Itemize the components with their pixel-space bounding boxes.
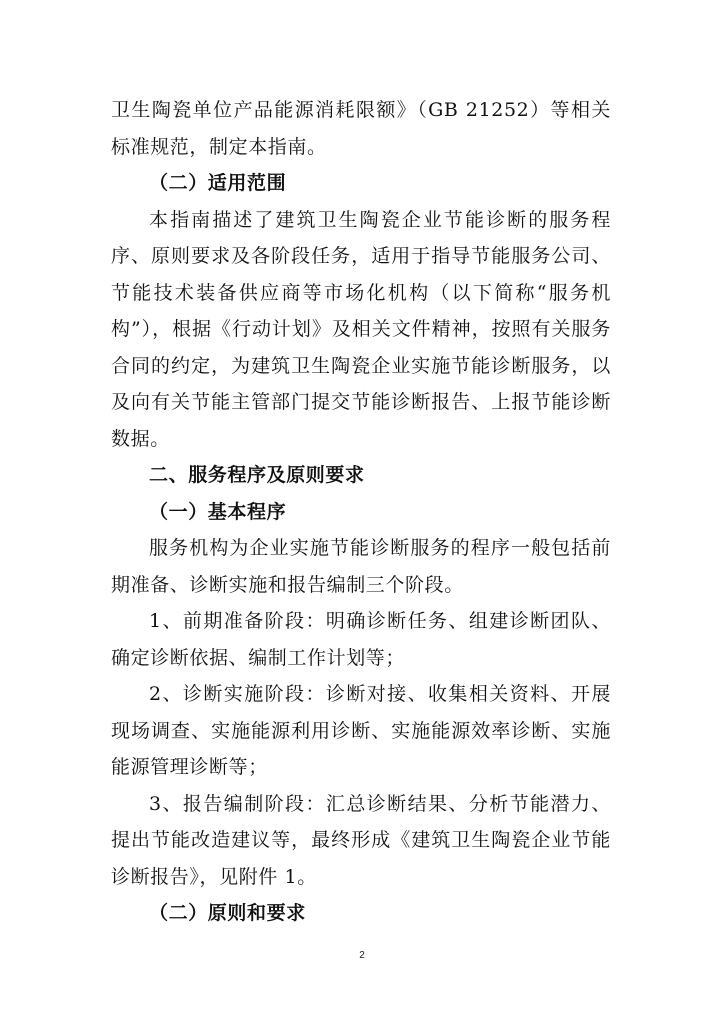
heading-service-procedure: 二、服务程序及原则要求 bbox=[149, 464, 365, 486]
paragraph-standards-continuation: 卫生陶瓷单位产品能源消耗限额》（GB 21252）等相关标准规范，制定本指南。 bbox=[111, 99, 611, 158]
text-body bbox=[111, 92, 611, 932]
paragraph-stage-3: 3、报告编制阶段：汇总诊断结果、分析节能潜力、提出节能改造建议等，最终形成《建筑卫生陶瓷企业节能诊断报告》，见附件 1。 bbox=[111, 792, 611, 888]
heading-principles: （二）原则和要求 bbox=[149, 902, 306, 924]
paragraph-stage-2: 2、诊断实施阶段：诊断对接、收集相关资料、开展现场调查、实施能源利用诊断、实施能源效率诊断、实施能源管理诊断等； bbox=[111, 683, 611, 778]
paragraph-stage-1: 1、前期准备阶段：明确诊断任务、组建诊断团队、确定诊断依据、编制工作计划等； bbox=[111, 610, 611, 669]
paragraph-scope: 本指南描述了建筑卫生陶瓷企业节能诊断的服务程序、原则要求及各阶段任务，适用于指导节能服务公司、节能技术装备供应商等市场化机构（以下简称“服务机构”），根据《行动计划》及相关文件精神，按照有关服务合同的约定，为建筑卫生陶瓷企业实施节能诊断服务，以及向有关节能主管部门提交节能诊断报告、上报节能诊断数据。 bbox=[111, 208, 611, 450]
paragraph-procedure-intro: 服务机构为企业实施节能诊断服务的程序一般包括前期准备、诊断实施和报告编制三个阶段。 bbox=[111, 537, 611, 596]
heading-scope: （二）适用范围 bbox=[149, 172, 287, 194]
heading-basic-procedure: （一）基本程序 bbox=[149, 500, 287, 523]
page-number: 2 bbox=[359, 950, 365, 961]
